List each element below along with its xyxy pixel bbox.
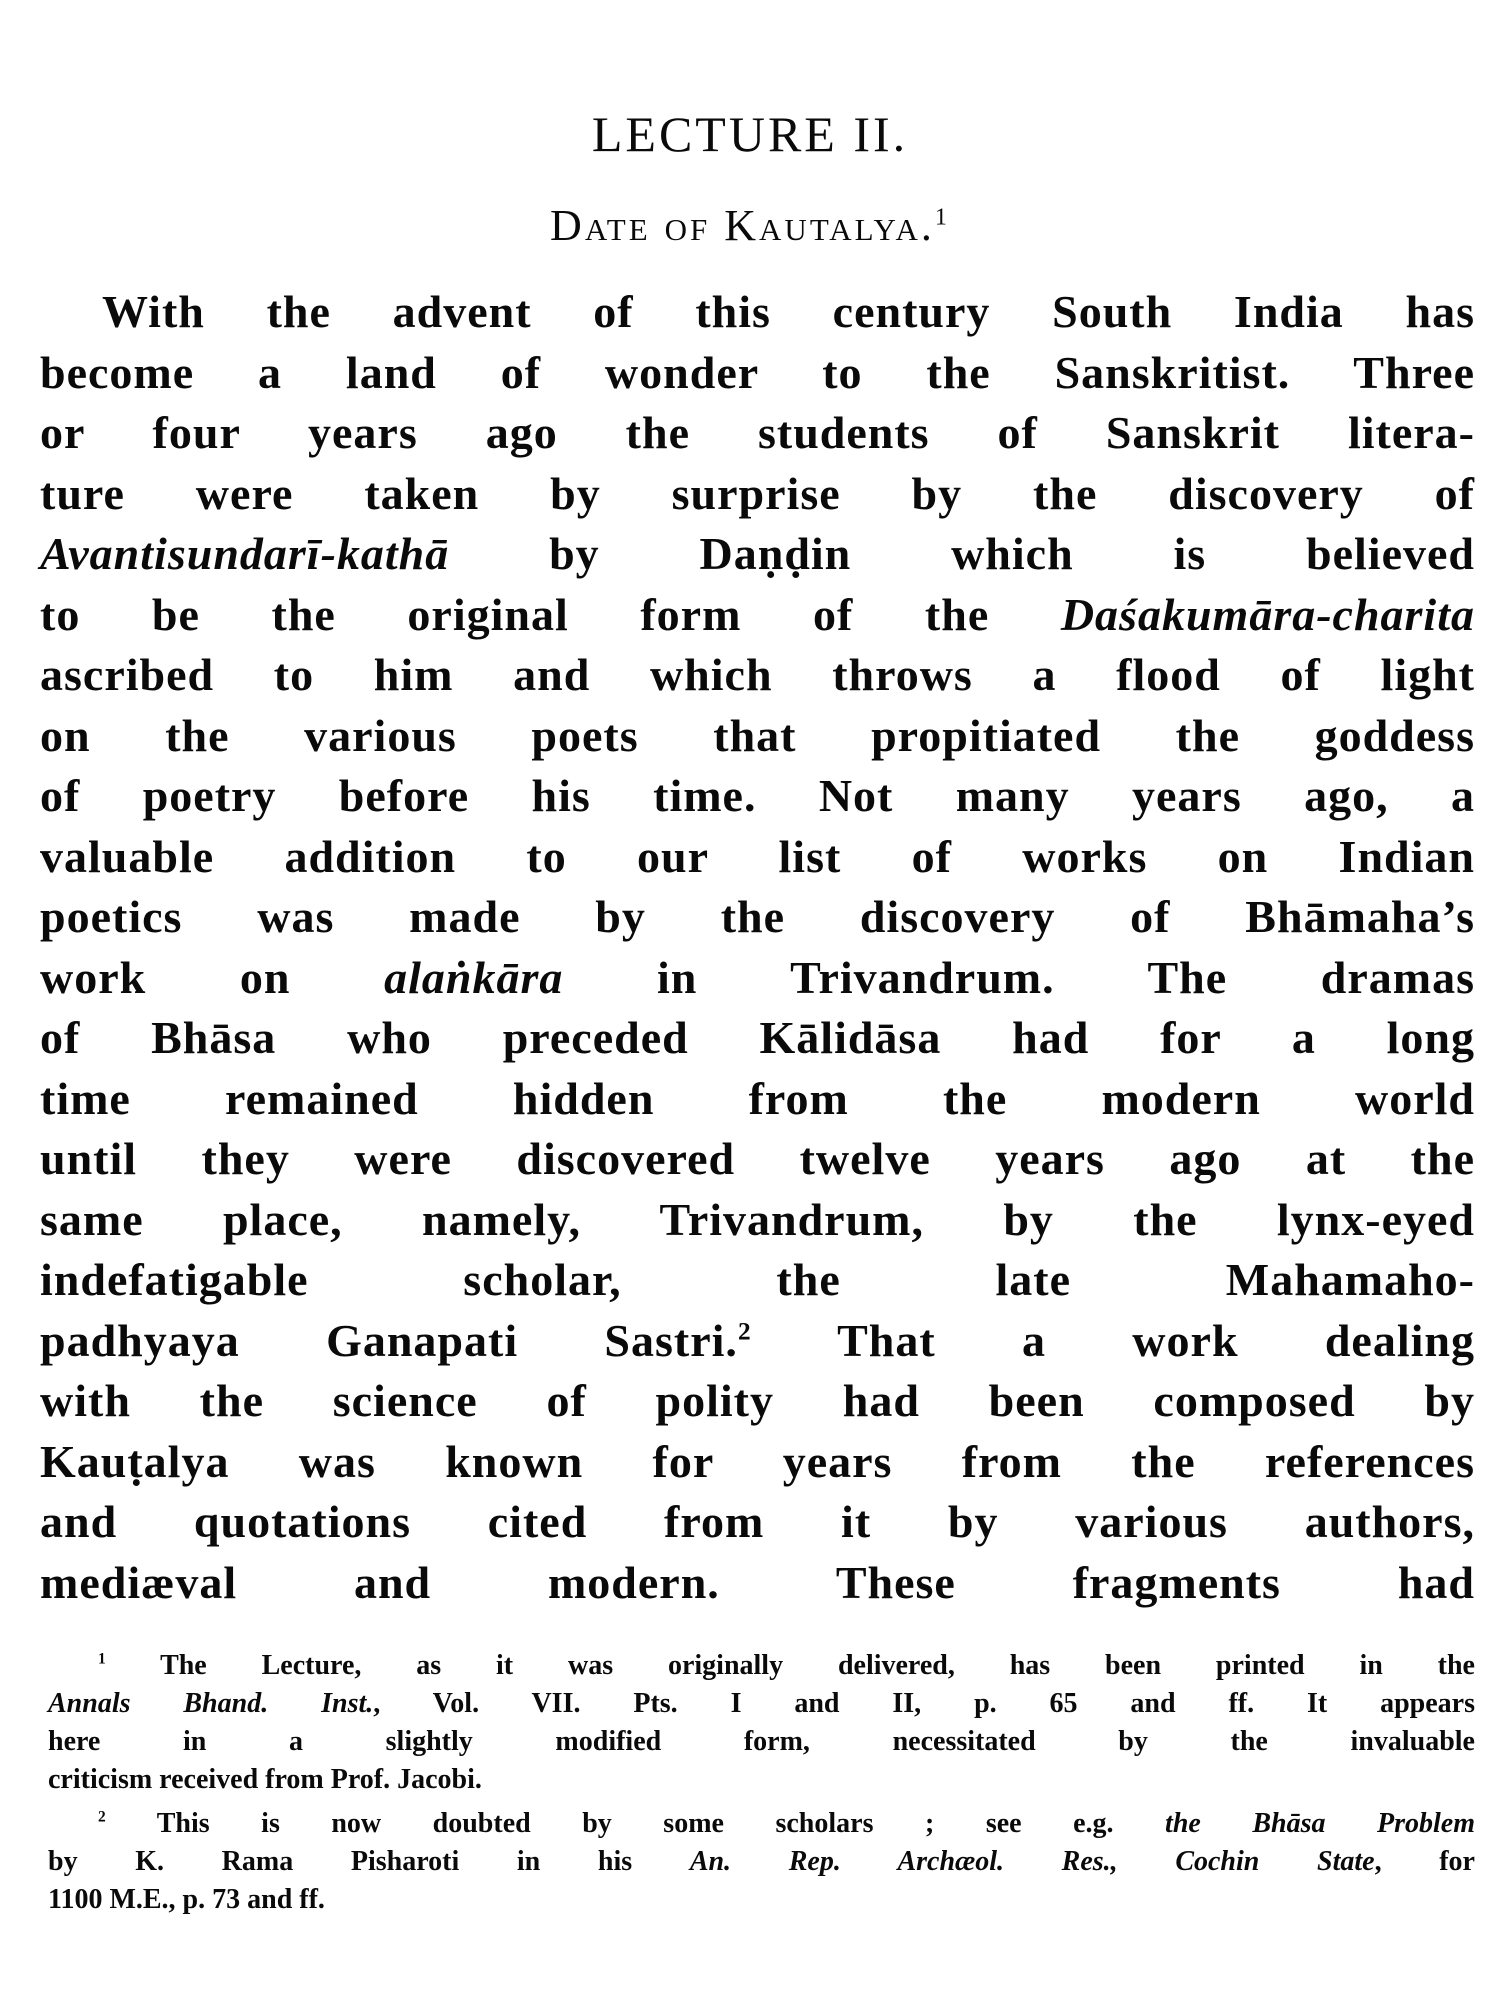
body-line: to be the original form of the Daśakumāra-charita	[40, 588, 1475, 640]
footnote-line: Annals Bhand. Inst., Vol. VII. Pts. I and II, p. 65 and ff. It appears	[48, 1688, 1475, 1719]
footnote-number: 2	[98, 1808, 106, 1826]
section-title	[0, 200, 1500, 251]
body-text	[40, 282, 1475, 1613]
italic-text: An. Rep. Archæol. Res., Cochin State	[689, 1846, 1375, 1877]
body-line: padhyaya Ganapati Sastri.$^2$ That a work dealing	[40, 1314, 1475, 1366]
footnote-line: criticism received from Prof. Jacobi.	[48, 1764, 482, 1795]
footnote	[48, 1647, 1475, 1799]
body-line: mediæval and modern. These fragments had	[40, 1556, 1475, 1608]
footnote-number: 1	[98, 1650, 106, 1668]
footnote-line: $^2$ This is now doubted by some scholars ; see e.g. the Bhāsa Problem	[98, 1808, 1475, 1839]
body-line: ascribed to him and which throws a flood of light	[40, 649, 1475, 700]
footnote-line: here in a slightly modified form, necessitated by the invaluable	[48, 1726, 1475, 1757]
italic-text: the Bhāsa Problem	[1165, 1808, 1475, 1839]
section-title-text: Date of Kautalya.	[550, 201, 935, 250]
footnote-line: by K. Rama Pisharoti in his An. Rep. Archæol. Res., Cochin State, for	[48, 1846, 1475, 1877]
footnote-line: 1100 M.E., p. 73 and ff.	[48, 1884, 325, 1915]
footnote-marker: 2	[737, 1317, 752, 1346]
body-line: same place, namely, Trivandrum, by the lynx-eyed	[40, 1193, 1475, 1245]
body-line: time remained hidden from the modern world	[40, 1072, 1475, 1124]
body-line: poetics was made by the discovery of Bhāmaha’s	[40, 891, 1475, 942]
body-line: until they were discovered twelve years ago at the	[40, 1133, 1475, 1184]
body-line: and quotations cited from it by various authors,	[40, 1496, 1475, 1547]
body-line: Avantisundarī-kathā by Daṇḍin which is believed	[40, 528, 1475, 579]
footnote-line: $^1$ The Lecture, as it was originally delivered, has been printed in the	[98, 1650, 1475, 1681]
lecture-title: LECTURE II.	[591, 106, 909, 162]
italic-text: Avantisundarī-kathā	[40, 528, 450, 579]
italic-text: Daśakumāra-charita	[1060, 588, 1475, 640]
body-line: indefatigable scholar, the late Mahamaho-	[40, 1254, 1475, 1305]
body-line: with the science of polity had been composed by	[40, 1375, 1475, 1426]
body-line: become a land of wonder to the Sanskritist. Three	[40, 346, 1475, 398]
body-line: of Bhāsa who preceded Kālidāsa had for a long	[40, 1012, 1475, 1063]
italic-text: Annals Bhand. Inst.	[48, 1688, 374, 1719]
section-title-footnote-marker: 1	[934, 203, 950, 231]
footnote	[48, 1805, 1475, 1919]
body-line: With the advent of this century South India has	[102, 286, 1475, 337]
body-line: work on alaṅkāra in Trivandrum. The dramas	[40, 951, 1475, 1003]
body-line: or four years ago the students of Sanskrit litera-	[40, 407, 1475, 458]
body-line: on the various poets that propitiated the goddess	[40, 709, 1475, 761]
body-line: Kauṭalya was known for years from the references	[40, 1435, 1475, 1487]
footnotes	[48, 1647, 1475, 1919]
italic-text: alaṅkāra	[384, 951, 564, 1003]
body-line: ture were taken by surprise by the discovery of	[40, 467, 1475, 519]
body-line: of poetry before his time. Not many years ago, a	[40, 770, 1475, 821]
body-line: valuable addition to our list of works on Indian	[40, 830, 1475, 882]
